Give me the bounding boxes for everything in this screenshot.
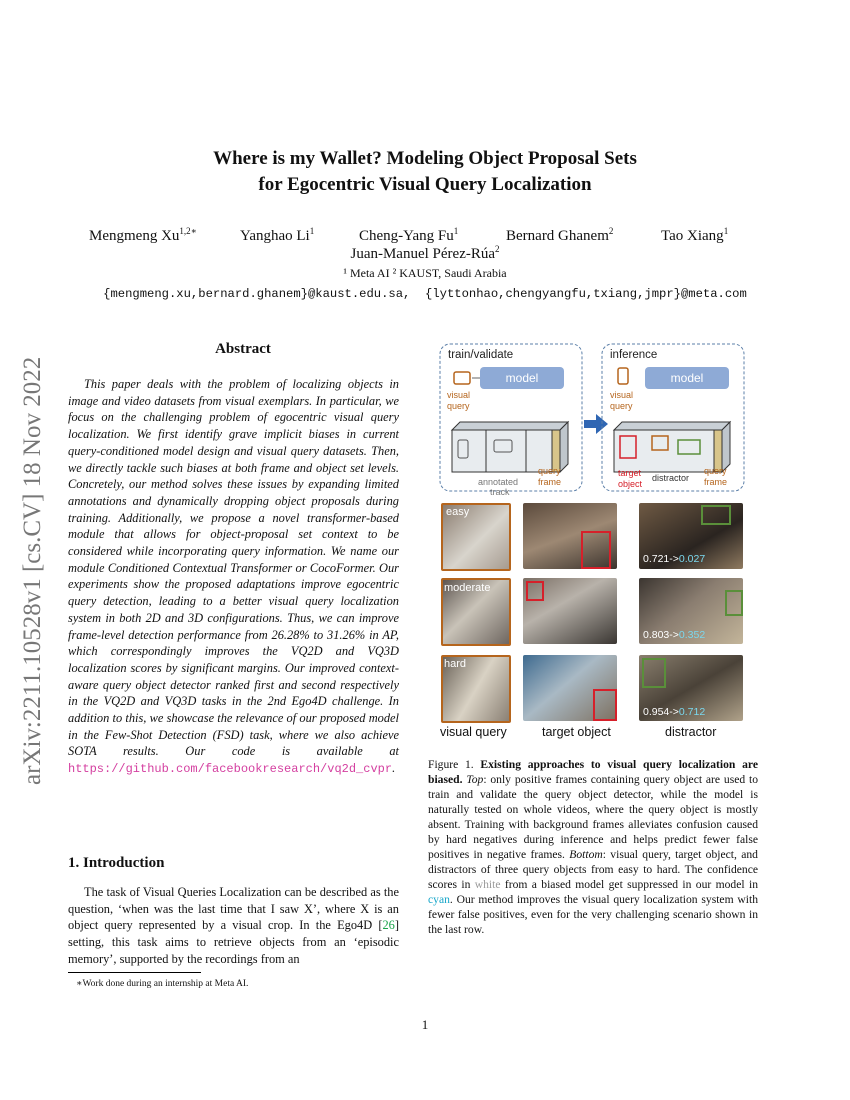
svg-text:track: track (490, 487, 510, 495)
footnote: ∗Work done during an internship at Meta AI. (76, 979, 249, 989)
score-easy: 0.721->0.027 (643, 553, 706, 565)
target-hard-thumb (523, 655, 617, 721)
col-label-distractor: distractor (665, 725, 717, 739)
score-moderate: 0.803->0.352 (643, 629, 706, 641)
svg-text:query: query (610, 401, 633, 411)
footnote-rule (68, 972, 201, 973)
row-label-moderate: moderate (444, 582, 491, 594)
inference-label: inference (610, 349, 658, 361)
annotated-track-label: annotated (478, 477, 519, 487)
affiliations: ¹ Meta AI ² KAUST, Saudi Arabia (343, 266, 507, 280)
author-4: Bernard Ghanem$^2$ (506, 226, 614, 244)
svg-text:frame: frame (538, 477, 562, 487)
intro-text: The task of Visual Queries Localization can be described as the question, ‘when was the last time that I saw X’, where X is an object query represented by a visual crop. In the Ego4D [26] setting, this task aims to retrieve objects from an ‘episodic memory’, supported by the recordings from an (68, 885, 399, 966)
svg-text:visual: visual (610, 390, 634, 400)
figure-diagram (430, 340, 750, 495)
emails: {mengmeng.xu,bernard.ghanem}@kaust.edu.sa, {lyttonhao,chengyangfu,txiang,jmpr}@meta.com (103, 287, 747, 301)
phone-icon (618, 368, 628, 384)
flow-arrow (584, 414, 608, 434)
infer-distractor-label: distractor (652, 473, 690, 483)
target-moderate-thumb (523, 578, 617, 644)
train-vq-label-1: visual (447, 390, 471, 400)
inference-frames (614, 422, 730, 472)
svg-text:object: object (618, 479, 643, 489)
train-vq-label-2: query (447, 401, 470, 411)
abstract-text: This paper deals with the problem of localizing objects in image and video datasets from visual exemplars. In particular, we focus on the challenging problem of egocentric visual query localization. We first identify grave implicit biases in current query-conditioned model design and visual query datasets. Then, we directly tackle such biases at both frame and object set levels. Concretely, our method solves these issues by expanding limited annotations and dynamically dropping object proposals during training. Additionally, we propose a novel transformer-based module that allows for object-proposal set context to be considered while incorporating query information. We name our module Conditioned Contextual Transformer or CocoFormer. Our experiments show the proposed adaptations improve egocentric query detection, leading to a better visual query localization system in both 2D and 3D configurations. Thus, we can improve frame-level detection performance from 26.28% to 31.26% in AP, which correspondingly improves the VQ2D and VQ3D localization scores by significant margins. Our improved context-aware query object detector ranked first and second respectively in the VQ2D and VQ3D tasks in the 2nd Ego4D challenge. In addition to this, we showcase the relevance of our proposed model in the Few-Shot Detection (FSD) task, where we also achieve SOTA results. Our code is available at https://github.com/facebookresearch/vq2d_cvpr. (68, 377, 399, 777)
author-5: Tao Xiang$^1$ (661, 226, 729, 244)
train-label: train/validate (448, 349, 514, 361)
infer-target-label: target (618, 468, 642, 478)
wallet-icon (454, 372, 470, 384)
citation-link[interactable]: 26 (382, 918, 395, 933)
svg-text:frame: frame (704, 477, 728, 487)
figure-caption: Figure 1. Existing approaches to visual query localization are biased. Top: only positive frames containing query object are used to train and validate the query object detector, while the model is naturally tested on whole videos, where the query object is mostly absent. Training with background frames alleviates confusion caused by hard negatives during inference and helps predict fewer false positives in negative frames. Bottom: visual query, target object, and distractors of three query objects from easy to hard. The confidence scores in white from a biased model get suppressed in our model in cyan. Our method improves the visual query localization system with fewer false positives, even for the very challenging scenario shown in the last row. (428, 758, 758, 936)
author-1: Mengmeng $Xu^{1,2∗}$ (89, 226, 197, 244)
row-label-hard: hard (444, 658, 467, 670)
infer-query-frame-label: query (704, 466, 727, 476)
infer-model-label: model (670, 371, 704, 385)
col-label-target: target object (542, 725, 611, 739)
train-query-frame-label: query (538, 466, 561, 476)
col-label-vq: visual query (440, 725, 507, 739)
train-frames (452, 422, 568, 472)
paper-title (0, 146, 850, 198)
row-label-easy: easy (446, 506, 470, 518)
abstract-heading: Abstract (215, 341, 271, 357)
title-line-2: for Egocentric Visual Query Localization (258, 174, 592, 195)
page-number: 1 (421, 1017, 429, 1032)
score-hard: 0.954->0.712 (643, 706, 706, 718)
author-2: Yanghao Li$^1$ (240, 226, 315, 244)
arxiv-identifier[interactable]: arXiv:2211.10528v1 [cs.CV] 18 Nov 2022 (19, 356, 46, 785)
target-easy-thumb (523, 503, 617, 569)
intro-heading: 1. Introduction (68, 855, 165, 871)
train-model-label: model (505, 371, 539, 385)
author-6: Juan-Manuel Pérez-Rúa$^2$ (350, 244, 500, 262)
title-line-1: Where is my Wallet? Modeling Object Proposal Sets (213, 148, 637, 169)
code-link[interactable]: https://github.com/facebookresearch/vq2d_cvpr (68, 762, 393, 777)
author-3: Cheng-Yang Fu$^1$ (359, 226, 459, 244)
